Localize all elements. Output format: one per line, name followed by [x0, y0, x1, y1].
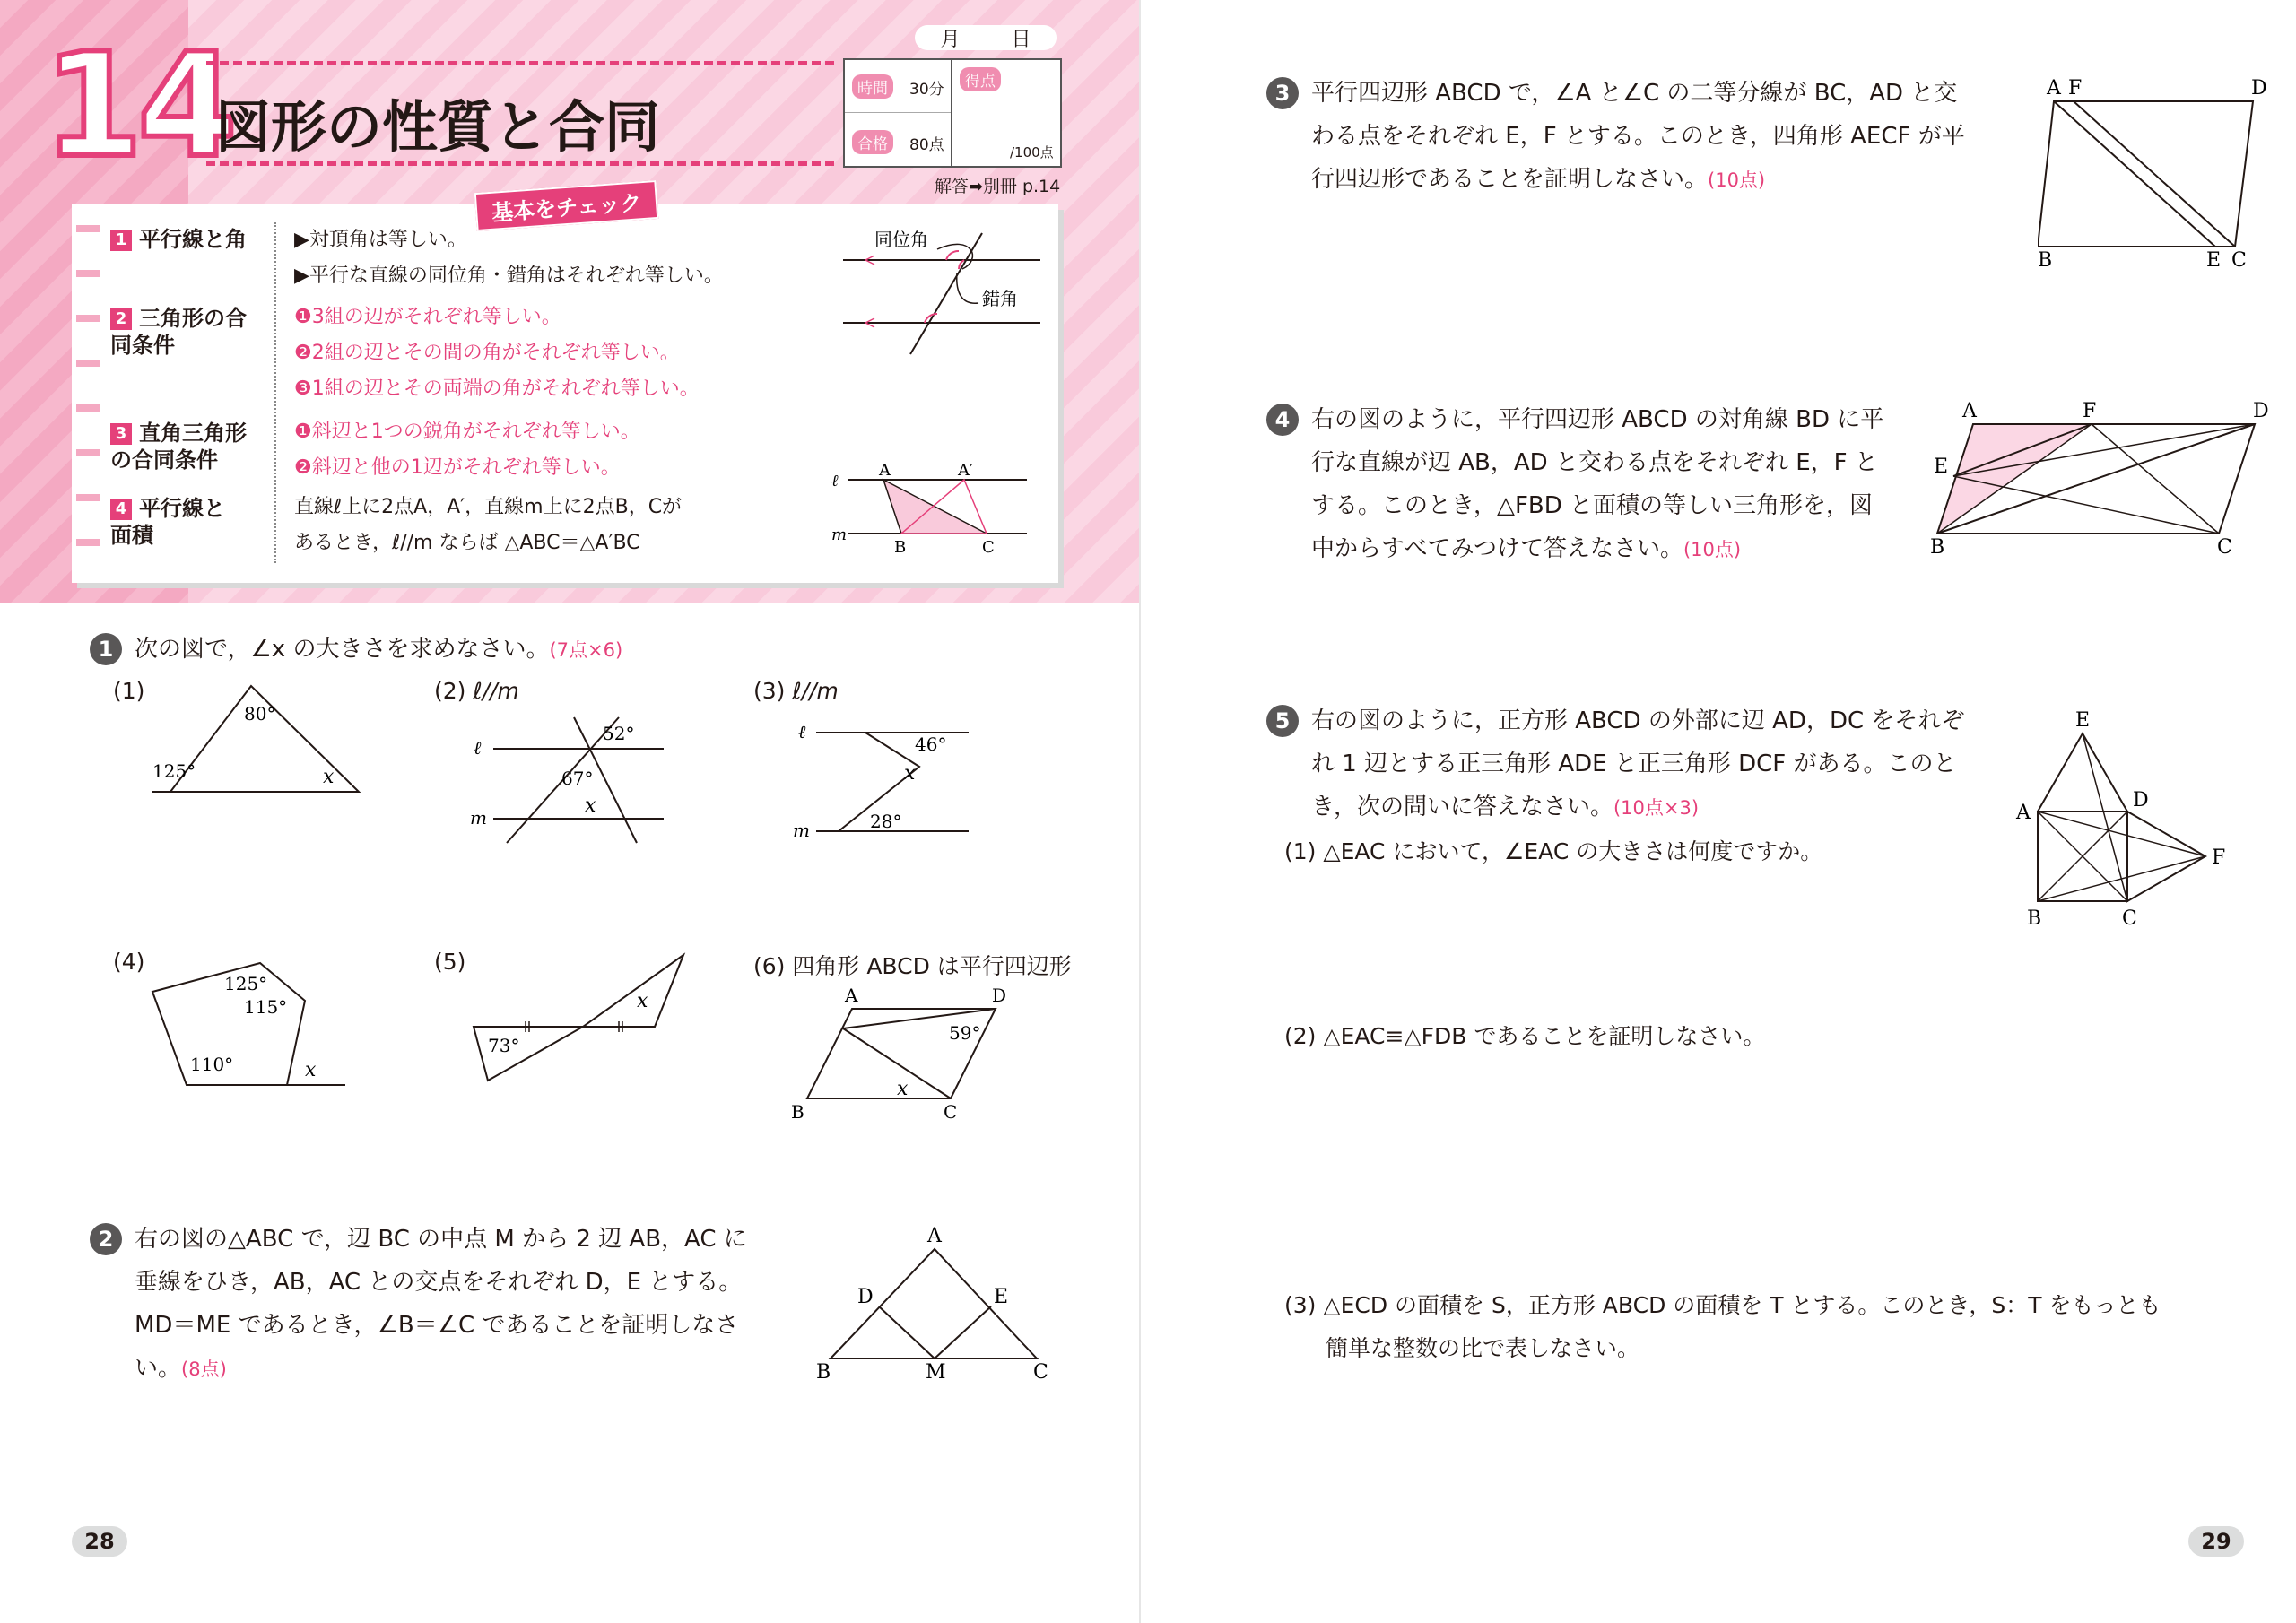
svg-text:D: D — [2133, 789, 2149, 812]
svg-text:m: m — [793, 820, 810, 841]
q1-figure-5 — [466, 946, 700, 1089]
svg-text:M: M — [926, 1361, 946, 1384]
svg-text:E: E — [994, 1286, 1009, 1308]
q1-figure-1 — [144, 677, 377, 803]
question-2: 2 右の図の△ABC で，辺 BC の中点 M から 2 辺 AB，AC に 垂線をひき，AB，AC との交点をそれぞれ D，E とする。 MD＝ME であるとき，∠B＝∠C であることを証明しなさ い。(8点) — [90, 1218, 807, 1391]
svg-text:F: F — [2212, 846, 2226, 869]
question-4: 4 右の図のように，平行四辺形 ABCD の対角線 BD に平 行な直線が辺 AB，AD と交わる点をそれぞれ E，F と する。このとき，△FBD と面積の等しい三角形を，図 中からすべてみつけて答えなさい。(10点) — [1266, 398, 2074, 571]
svg-text:73°: 73° — [488, 1035, 520, 1056]
svg-text:x: x — [305, 1059, 317, 1081]
check-row-3-text: ❶斜辺と1つの鋭角がそれぞれ等しい。 ❷斜辺と他の1辺がそれぞれ等しい。 — [294, 421, 640, 479]
q1-figure-6 — [780, 982, 1022, 1125]
svg-text:28°: 28° — [870, 811, 902, 832]
q5-sub3-line2: 簡単な整数の比で表しなさい。 — [1326, 1335, 1640, 1361]
svg-text:125°: 125° — [152, 760, 196, 782]
point-a-label: A — [879, 461, 891, 480]
q5-sub3-line1: (3) △ECD の面積を S，正方形 ABCD の面積を T とする。このとき，S：T をもっとも — [1284, 1292, 2161, 1318]
q1-figure-3 — [789, 713, 987, 847]
check-row-1-text: ▶対頂角は等しい。 ▶平行な直線の同位角・錯角はそれぞれ等しい。 — [294, 229, 724, 287]
question-1: 1 次の図で，∠x の大きさを求めなさい。(7点×6) — [90, 628, 622, 672]
check-row-4-text: 直線ℓ上に2点A，A′，直線m上に2点B，Cが あるとき，ℓ//m ならば △ABC＝△A′BC — [294, 496, 683, 554]
score-box — [843, 58, 1062, 168]
svg-text:m: m — [470, 807, 487, 829]
svg-text:67°: 67° — [561, 768, 594, 789]
check-badge: 基本をチェック — [474, 180, 659, 231]
score-tag: 得点 — [960, 67, 1001, 91]
svg-text:x: x — [904, 762, 916, 785]
q1-sub4-label: (4) — [113, 949, 145, 975]
svg-text:A: A — [1962, 400, 1977, 422]
unit-number: 14 — [43, 22, 232, 189]
pass-tag: 合格 — [852, 130, 893, 154]
svg-text:B: B — [2027, 907, 2042, 930]
svg-text:C: C — [944, 1101, 958, 1123]
svg-text:A: A — [927, 1225, 942, 1247]
svg-text:x: x — [637, 990, 648, 1012]
point-b-label: B — [894, 538, 907, 557]
check-row-2-label: 2 三角形の合同条件 — [110, 306, 247, 358]
q2-triangle-figure — [816, 1224, 1067, 1385]
svg-text:A: A — [2016, 802, 2031, 824]
binder-rings — [68, 212, 104, 579]
svg-text:C: C — [2231, 249, 2247, 272]
pass-value: 80点 — [909, 136, 944, 154]
svg-text:B: B — [1930, 536, 1945, 559]
day-label: 日 — [1011, 28, 1031, 51]
page-title: 図形の性質と合同 — [215, 94, 661, 160]
q1-sub5-label: (5) — [434, 949, 466, 975]
svg-text:F: F — [2083, 400, 2097, 422]
svg-text:C: C — [2217, 536, 2232, 559]
time-tag: 時間 — [852, 74, 893, 99]
question-3: 3 平行四辺形 ABCD で，∠A と∠C の二等分線が BC，AD と交 わる点をそれぞれ E，F とする。このとき，四角形 AECF が平 行四辺形であることを証明しなさい。(10点) — [1266, 72, 2163, 202]
svg-text:80°: 80° — [244, 703, 276, 725]
svg-text:D: D — [2251, 77, 2267, 100]
question-5: 5 右の図のように，正方形 ABCD の外部に辺 AD，DC をそれぞ れ 1 辺とする正三角形 ADE と正三角形 DCF がある。このと き，次の問いに答えなさい。(10点×3) — [1266, 699, 2074, 829]
score-max: /100点 — [1010, 144, 1054, 161]
right-page — [1141, 0, 2296, 1623]
q1-sub6-label: (6) 四角形 ABCD は平行四辺形 — [753, 953, 1072, 979]
svg-text:F: F — [2068, 77, 2083, 100]
svg-text:52°: 52° — [603, 723, 635, 744]
q4-parallelogram-figure — [1930, 399, 2280, 560]
q5-sub1: (1) △EAC において，∠EAC の大きさは何度ですか。 — [1284, 838, 1823, 864]
check-row-4-label: 4 平行線と面積 — [110, 496, 225, 548]
corresponding-angle-label: 同位角 — [874, 229, 928, 250]
svg-text:E: E — [2075, 709, 2091, 732]
svg-text:x: x — [897, 1078, 909, 1100]
svg-text:D: D — [992, 985, 1007, 1006]
svg-text:A: A — [845, 985, 858, 1006]
q1-sub1-label: (1) — [113, 678, 145, 704]
svg-text:E: E — [2206, 249, 2222, 272]
svg-text:110°: 110° — [190, 1054, 234, 1075]
q1-sub3-label: (3) ℓ//m — [753, 678, 839, 704]
parallel-angles-figure — [839, 224, 1045, 359]
page-number-right: 29 — [2188, 1526, 2244, 1557]
svg-text:125°: 125° — [224, 973, 268, 994]
svg-text:115°: 115° — [244, 996, 288, 1018]
svg-text:B: B — [791, 1101, 804, 1123]
time-value: 30分 — [909, 81, 944, 99]
q5-sub2: (2) △EAC≡△FDB であることを証明しなさい。 — [1284, 1023, 1766, 1049]
svg-text:E: E — [1934, 456, 1949, 478]
point-c-label: C — [982, 538, 995, 557]
q1-figure-4 — [144, 950, 359, 1094]
svg-text:D: D — [2253, 400, 2269, 422]
svg-text:46°: 46° — [915, 733, 947, 755]
check-row-2-text: ❶3組の辺がそれぞれ等しい。 ❷2組の辺とその間の角がそれぞれ等しい。 ❸1組の辺とその両端の角がそれぞれ等しい。 — [294, 306, 700, 400]
page-number-left: 28 — [72, 1526, 127, 1557]
alternate-angle-label: 錯角 — [982, 288, 1018, 309]
svg-text:C: C — [2122, 907, 2137, 930]
point-a-prime-label: A′ — [958, 461, 974, 480]
svg-text:x: x — [323, 766, 335, 788]
date-field[interactable] — [915, 25, 1057, 50]
svg-text:A: A — [2047, 77, 2061, 100]
svg-text:D: D — [857, 1286, 874, 1308]
line-l-label: ℓ — [831, 472, 839, 490]
q1-figure-2 — [466, 713, 673, 847]
svg-text:C: C — [1033, 1361, 1048, 1384]
month-label: 月 — [940, 28, 961, 51]
q3-parallelogram-figure — [2038, 76, 2271, 273]
svg-text:59°: 59° — [949, 1022, 981, 1044]
svg-text:ℓ: ℓ — [474, 737, 482, 759]
svg-text:x: x — [585, 794, 596, 817]
svg-text:ℓ: ℓ — [798, 721, 806, 742]
check-row-1-label: 1 平行線と角 — [110, 226, 247, 253]
svg-text:B: B — [816, 1361, 831, 1384]
answer-reference: 解答➡別冊 p.14 — [935, 177, 1061, 196]
q1-sub2-label: (2) ℓ//m — [434, 678, 519, 704]
parallel-area-figure — [830, 457, 1045, 565]
q5-square-figure — [2002, 704, 2271, 937]
left-page — [0, 0, 1139, 1623]
svg-text:B: B — [2038, 249, 2053, 272]
check-row-3-label: 3 直角三角形の合同条件 — [110, 421, 247, 473]
line-m-label: m — [831, 525, 848, 544]
